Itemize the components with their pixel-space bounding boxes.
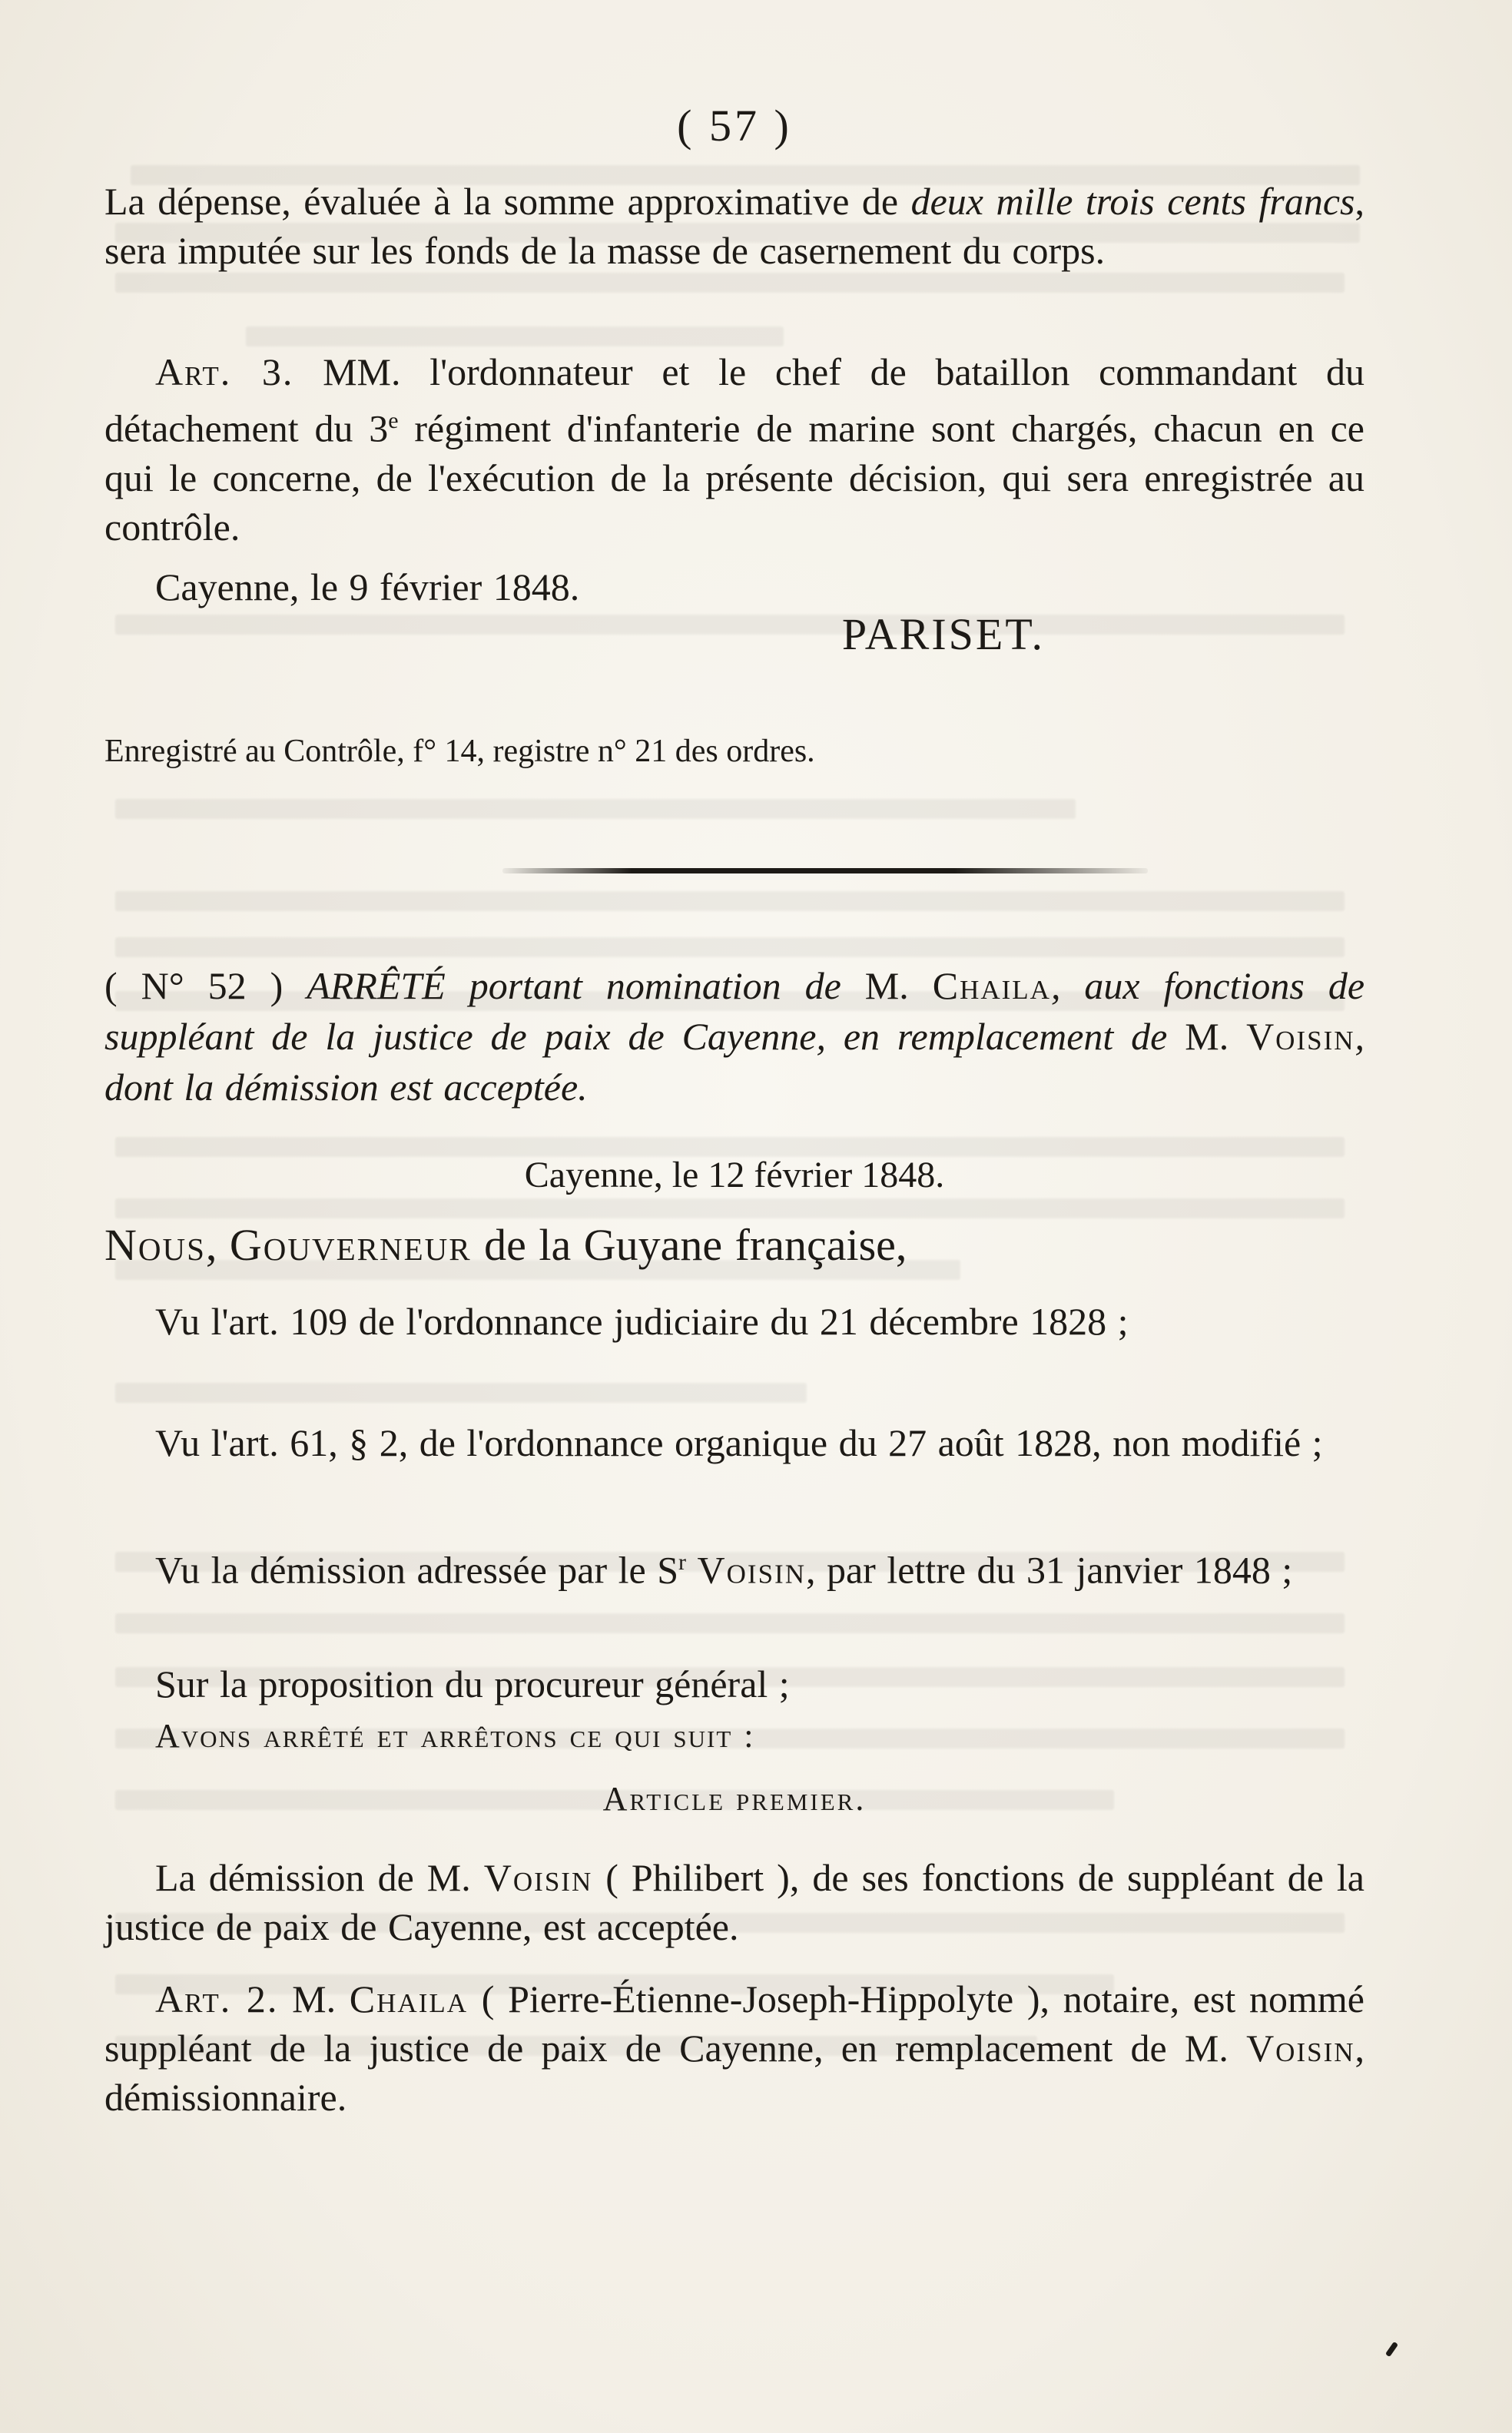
date-first: Cayenne, le 9 février 1848.: [155, 565, 580, 608]
page-number: ( 57 ): [677, 101, 792, 151]
article-3: [104, 347, 1364, 552]
registration-note: Enregistré au Contrôle, f° 14, registre n° 21 des ordres.: [104, 734, 815, 769]
date-second: Cayenne, le 12 février 1848.: [524, 1155, 945, 1195]
section-divider: [502, 868, 1148, 873]
gouverneur-label: Gouverneur: [229, 1220, 472, 1270]
article-premier-heading: Article premier.: [602, 1780, 867, 1818]
article-3-text2: régiment d'infanterie de marine sont chargés, chacun en ce qui le concerne, de l'exécution de la présente décision, qui sera enregistrée au contrôle.: [104, 406, 1364, 549]
vu-demission: Vu la démission adressée par le $S^r$ Voisin, par lettre du 31 janvier 1848 ;: [155, 1548, 1293, 1592]
expense-amount: deux mille trois cents francs: [910, 180, 1355, 223]
article-2-label: Art. 2.: [155, 1977, 279, 2020]
arrete-number: ( N° 52 ): [104, 964, 307, 1007]
arrete-name1-prefix: M.: [864, 964, 933, 1007]
avons-arrete: Avons arrêté et arrêtons ce qui suit :: [155, 1717, 755, 1755]
arrete-name2: Voisin: [1246, 1015, 1355, 1058]
article-3-sup: e: [388, 408, 399, 433]
nous-label: Nous: [104, 1220, 206, 1270]
arrete-name1: Chaila: [932, 964, 1051, 1007]
arrete-name2-prefix: M.: [1185, 1015, 1247, 1058]
voisin-name: Voisin: [697, 1548, 806, 1592]
nous-gouverneur: Nous, Gouverneur de la Guyane française,: [104, 1220, 907, 1270]
ink-speck: [1385, 2342, 1398, 2357]
expense-text: La dépense, évaluée à la somme approximative de: [104, 180, 911, 223]
article-1: La démission de M. Voisin ( Philibert ), de ses fonctions de suppléant de la justice de paix de Cayenne, est acceptée.: [104, 1856, 1364, 1948]
arrete-heading-part1: ARRÊTÉ portant nomination de: [307, 964, 865, 1007]
article-3-label: Art. 3.: [155, 350, 294, 393]
vu-article-61: Vu l'art. 61, § 2, de l'ordonnance organique du 27 août 1828, non modifié ;: [155, 1421, 1323, 1464]
vu-article-109: Vu l'art. 109 de l'ordonnance judiciaire du 21 décembre 1828 ;: [155, 1300, 1129, 1343]
article-2: Art. 2. M. Chaila ( Pierre-Étienne-Joseph-Hippolyte ), notaire, est nommé suppléant de la justice de paix de Cayenne, en remplacement de M. Voisin, démissionnaire.: [104, 1977, 1364, 2119]
arrete-heading-part3: , dont la démission est acceptée.: [104, 1015, 1364, 1109]
paragraph-expense: [104, 177, 1364, 275]
signature-pariset: PARISET.: [841, 609, 1045, 659]
arrete-heading: [104, 960, 1364, 1112]
nous-rest: de la Guyane française,: [471, 1220, 907, 1270]
sur-proposition: Sur la proposition du procureur général ;: [155, 1662, 790, 1705]
expense-text-end: , sera imputée sur les fonds de la masse de casernement du corps.: [104, 180, 1364, 272]
article-3-text: MM. l'ordonnateur et le chef de bataillon commandant du détachement du 3: [104, 350, 1365, 450]
arrete-heading-part2: , aux fonctions de suppléant de la justice de paix de Cayenne, en remplacement de: [104, 964, 1365, 1058]
